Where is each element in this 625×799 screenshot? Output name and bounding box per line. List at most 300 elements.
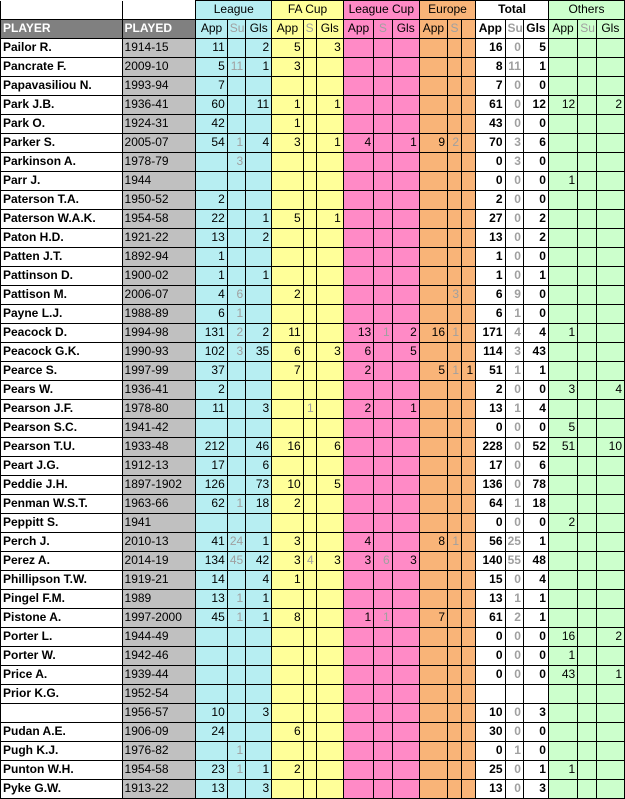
- others-app-cell: [548, 228, 577, 247]
- played-years: 1956-57: [122, 703, 196, 722]
- table-row: [1, 171, 625, 190]
- europe-app-cell: [419, 513, 447, 532]
- total-gls-cell: 4: [523, 399, 548, 418]
- fa-cup-gls-cell: 1: [316, 133, 343, 152]
- fa-cup-gls-cell: [316, 608, 343, 627]
- table-row: [1, 589, 625, 608]
- league-app-cell: 24: [196, 722, 227, 741]
- fa-s-header: S: [303, 19, 316, 38]
- others-gls-cell: [596, 722, 624, 741]
- total-sub-cell: 0: [505, 380, 523, 399]
- table-row: [1, 380, 625, 399]
- others-app-cell: [548, 304, 577, 323]
- total-gls-cell: 0: [523, 646, 548, 665]
- table-row: [1, 152, 625, 171]
- league-cup-sub-cell: [374, 456, 392, 475]
- league-app-cell: 42: [196, 114, 227, 133]
- league-gls-cell: 1: [246, 532, 272, 551]
- fa-cup-app-cell: [272, 741, 303, 760]
- played-years: 1954-58: [122, 209, 196, 228]
- played-years: 1954-58: [122, 760, 196, 779]
- table-row: [1, 342, 625, 361]
- total-gls-cell: 0: [523, 285, 548, 304]
- player-name: Pudan A.E.: [1, 722, 123, 741]
- blank-header: [1, 1, 123, 20]
- league-cup-sub-cell: [374, 646, 392, 665]
- eu-gls-header: [462, 19, 476, 38]
- others-gls-cell: [596, 152, 624, 171]
- league-cup-sub-cell: [374, 779, 392, 798]
- others-app-cell: [548, 152, 577, 171]
- league-app-cell: 102: [196, 342, 227, 361]
- league-cup-sub-cell: [374, 228, 392, 247]
- total-sub-cell: [505, 684, 523, 703]
- league-sub-cell: [227, 665, 245, 684]
- player-name: Parker S.: [1, 133, 123, 152]
- europe-sub-cell: [448, 608, 462, 627]
- league-sub-cell: [227, 437, 245, 456]
- total-app-cell: 64: [476, 494, 505, 513]
- others-sub-cell: [578, 95, 596, 114]
- fa-cup-sub-cell: [303, 133, 316, 152]
- player-name: Pancrate F.: [1, 57, 123, 76]
- league-gls-cell: [246, 627, 272, 646]
- league-cup-gls-cell: [392, 589, 419, 608]
- table-row: [1, 684, 625, 703]
- europe-sub-cell: [448, 703, 462, 722]
- league-cup-gls-cell: [392, 570, 419, 589]
- total-app-cell: 6: [476, 285, 505, 304]
- league-cup-app-cell: [343, 95, 373, 114]
- europe-gls-cell: [462, 570, 476, 589]
- fa-cup-gls-cell: 1: [316, 209, 343, 228]
- league-cup-app-cell: [343, 171, 373, 190]
- others-sub-cell: [578, 285, 596, 304]
- total-sub-cell: 0: [505, 570, 523, 589]
- league-sub-cell: [227, 114, 245, 133]
- others-app-cell: [548, 209, 577, 228]
- europe-app-cell: [419, 209, 447, 228]
- europe-sub-cell: [448, 304, 462, 323]
- europe-app-cell: [419, 741, 447, 760]
- league-cup-sub-cell: [374, 361, 392, 380]
- played-years: 1952-54: [122, 684, 196, 703]
- others-app-cell: [548, 532, 577, 551]
- league-cup-sub-cell: [374, 171, 392, 190]
- fa-cup-gls-cell: [316, 190, 343, 209]
- europe-sub-cell: [448, 38, 462, 57]
- total-app-cell: 17: [476, 456, 505, 475]
- europe-app-cell: [419, 779, 447, 798]
- league-cup-app-cell: [343, 57, 373, 76]
- total-sub-cell: 0: [505, 190, 523, 209]
- league-sub-cell: [227, 684, 245, 703]
- total-gls-cell: 4: [523, 323, 548, 342]
- europe-gls-cell: [462, 703, 476, 722]
- others-gls-cell: [596, 513, 624, 532]
- player-name: Peacock D.: [1, 323, 123, 342]
- league-app-cell: 22: [196, 209, 227, 228]
- fa-cup-sub-cell: [303, 684, 316, 703]
- league-cup-sub-cell: [374, 38, 392, 57]
- total-app-cell: 51: [476, 361, 505, 380]
- league-app-cell: 1: [196, 247, 227, 266]
- league-cup-sub-cell: [374, 209, 392, 228]
- league-cup-app-cell: [343, 38, 373, 57]
- europe-gls-cell: [462, 722, 476, 741]
- total-sub-cell: 55: [505, 551, 523, 570]
- europe-gls-cell: [462, 513, 476, 532]
- player-name: Paterson W.A.K.: [1, 209, 123, 228]
- fa-cup-app-cell: [272, 228, 303, 247]
- europe-sub-cell: [448, 475, 462, 494]
- others-gls-header: Gls: [596, 19, 624, 38]
- fa-cup-app-cell: [272, 646, 303, 665]
- league-app-cell: [196, 665, 227, 684]
- table-row: [1, 760, 625, 779]
- europe-app-cell: [419, 684, 447, 703]
- fa-cup-app-cell: [272, 779, 303, 798]
- europe-gls-cell: [462, 627, 476, 646]
- total-app-header: App: [476, 19, 505, 38]
- others-app-cell: [548, 551, 577, 570]
- league-sub-cell: [227, 95, 245, 114]
- league-sub-cell: 1: [227, 608, 245, 627]
- europe-gls-cell: [462, 76, 476, 95]
- others-sub-cell: [578, 532, 596, 551]
- league-cup-sub-cell: [374, 722, 392, 741]
- europe-sub-cell: 3: [448, 285, 462, 304]
- total-sub-cell: 0: [505, 228, 523, 247]
- europe-gls-cell: [462, 209, 476, 228]
- group-header-row: [1, 1, 625, 20]
- fa-cup-app-cell: [272, 418, 303, 437]
- total-sub-cell: 3: [505, 342, 523, 361]
- league-sub-cell: 6: [227, 285, 245, 304]
- total-sub-cell: 1: [505, 589, 523, 608]
- others-gls-cell: [596, 532, 624, 551]
- league-cup-app-cell: [343, 760, 373, 779]
- fa-cup-app-cell: 11: [272, 323, 303, 342]
- europe-app-cell: 16: [419, 323, 447, 342]
- league-cup-gls-cell: [392, 608, 419, 627]
- league-app-cell: 60: [196, 95, 227, 114]
- others-app-cell: [548, 494, 577, 513]
- league-cup-gls-cell: [392, 437, 419, 456]
- league-cup-gls-cell: [392, 760, 419, 779]
- player-name: [1, 703, 123, 722]
- total-sub-cell: 0: [505, 703, 523, 722]
- league-sub-cell: 1: [227, 304, 245, 323]
- fa-cup-gls-cell: [316, 399, 343, 418]
- league-app-cell: 134: [196, 551, 227, 570]
- league-app-cell: 13: [196, 589, 227, 608]
- table-row: [1, 779, 625, 798]
- total-app-cell: 10: [476, 703, 505, 722]
- europe-app-cell: 9: [419, 133, 447, 152]
- others-app-cell: 3: [548, 380, 577, 399]
- europe-app-cell: 5: [419, 361, 447, 380]
- league-app-cell: 41: [196, 532, 227, 551]
- others-sub-cell: [578, 665, 596, 684]
- others-app-cell: [548, 589, 577, 608]
- league-sub-cell: 1: [227, 760, 245, 779]
- total-app-cell: 140: [476, 551, 505, 570]
- league-gls-cell: [246, 247, 272, 266]
- league-sub-cell: [227, 228, 245, 247]
- europe-gls-cell: [462, 342, 476, 361]
- table-row: [1, 570, 625, 589]
- total-gls-cell: 0: [523, 627, 548, 646]
- others-app-cell: [548, 38, 577, 57]
- others-app-cell: 5: [548, 418, 577, 437]
- others-gls-cell: [596, 494, 624, 513]
- league-cup-sub-cell: [374, 741, 392, 760]
- fa-cup-gls-cell: [316, 380, 343, 399]
- league-cup-gls-cell: [392, 627, 419, 646]
- others-gls-cell: [596, 475, 624, 494]
- league-gls-cell: [246, 646, 272, 665]
- league-cup-gls-cell: [392, 304, 419, 323]
- league-cup-app-cell: 2: [343, 361, 373, 380]
- total-gls-cell: 1: [523, 57, 548, 76]
- fa-cup-gls-cell: 3: [316, 342, 343, 361]
- player-name: Porter W.: [1, 646, 123, 665]
- league-cup-gls-cell: [392, 247, 419, 266]
- fa-cup-app-cell: 3: [272, 57, 303, 76]
- league-cup-gls-cell: [392, 684, 419, 703]
- others-gls-cell: [596, 76, 624, 95]
- player-name: Pyke G.W.: [1, 779, 123, 798]
- league-gls-cell: 1: [246, 760, 272, 779]
- total-sub-cell: 0: [505, 646, 523, 665]
- league-cup-sub-cell: [374, 247, 392, 266]
- others-sub-cell: [578, 380, 596, 399]
- fa-cup-app-cell: 2: [272, 760, 303, 779]
- league-sub-cell: [227, 209, 245, 228]
- others-gls-cell: 1: [596, 665, 624, 684]
- league-sub-cell: [227, 399, 245, 418]
- table-row: [1, 646, 625, 665]
- league-sub-cell: [227, 627, 245, 646]
- table-row: [1, 323, 625, 342]
- total-app-cell: 1: [476, 266, 505, 285]
- fa-cup-gls-cell: [316, 76, 343, 95]
- total-sub-cell: 1: [505, 361, 523, 380]
- league-app-cell: [196, 513, 227, 532]
- fa-cup-sub-cell: [303, 475, 316, 494]
- europe-sub-cell: [448, 152, 462, 171]
- fa-cup-sub-cell: [303, 323, 316, 342]
- others-app-cell: [548, 741, 577, 760]
- group-europe: Europe: [419, 1, 475, 20]
- league-app-cell: 1: [196, 266, 227, 285]
- player-name: Pingel F.M.: [1, 589, 123, 608]
- total-sub-cell: 1: [505, 741, 523, 760]
- played-years: 1997-2000: [122, 608, 196, 627]
- league-app-cell: 6: [196, 304, 227, 323]
- league-app-cell: [196, 418, 227, 437]
- total-app-cell: 61: [476, 608, 505, 627]
- league-gls-header: Gls: [246, 19, 272, 38]
- total-gls-cell: 6: [523, 456, 548, 475]
- total-gls-cell: 2: [523, 209, 548, 228]
- league-app-cell: 23: [196, 760, 227, 779]
- table-row: [1, 399, 625, 418]
- league-sub-cell: 3: [227, 152, 245, 171]
- total-app-cell: 0: [476, 418, 505, 437]
- total-gls-cell: 1: [523, 760, 548, 779]
- league-cup-gls-cell: [392, 665, 419, 684]
- fa-cup-app-cell: [272, 152, 303, 171]
- league-cup-gls-cell: [392, 190, 419, 209]
- fa-cup-gls-cell: [316, 361, 343, 380]
- europe-gls-cell: [462, 475, 476, 494]
- europe-app-cell: [419, 703, 447, 722]
- europe-gls-cell: [462, 323, 476, 342]
- league-cup-app-cell: [343, 114, 373, 133]
- league-sub-cell: [227, 38, 245, 57]
- league-sub-cell: [227, 418, 245, 437]
- others-sub-cell: [578, 133, 596, 152]
- group-fa-cup: FA Cup: [272, 1, 344, 20]
- league-app-cell: 5: [196, 57, 227, 76]
- total-gls-cell: 4: [523, 570, 548, 589]
- europe-sub-cell: [448, 95, 462, 114]
- table-row: [1, 551, 625, 570]
- fa-cup-gls-cell: [316, 703, 343, 722]
- europe-sub-cell: [448, 456, 462, 475]
- europe-gls-cell: [462, 228, 476, 247]
- others-app-cell: [548, 266, 577, 285]
- total-gls-cell: 0: [523, 247, 548, 266]
- others-app-cell: [548, 399, 577, 418]
- others-gls-cell: [596, 608, 624, 627]
- league-cup-gls-cell: 5: [392, 342, 419, 361]
- others-sub-cell: [578, 456, 596, 475]
- total-app-cell: 13: [476, 228, 505, 247]
- played-years: 1897-1902: [122, 475, 196, 494]
- total-gls-cell: 0: [523, 76, 548, 95]
- table-body: [1, 38, 625, 798]
- fa-cup-sub-cell: [303, 361, 316, 380]
- lc-app-header: App: [343, 19, 373, 38]
- played-years: 1978-79: [122, 152, 196, 171]
- europe-gls-cell: [462, 399, 476, 418]
- others-app-cell: 16: [548, 627, 577, 646]
- total-gls-cell: 0: [523, 513, 548, 532]
- fa-cup-sub-cell: [303, 57, 316, 76]
- others-app-cell: [548, 722, 577, 741]
- others-sub-cell: [578, 570, 596, 589]
- fa-cup-app-cell: [272, 266, 303, 285]
- others-gls-cell: [596, 703, 624, 722]
- others-sub-cell: [578, 171, 596, 190]
- fa-cup-app-cell: 5: [272, 38, 303, 57]
- league-app-cell: 212: [196, 437, 227, 456]
- total-app-cell: 0: [476, 171, 505, 190]
- fa-cup-app-cell: 2: [272, 494, 303, 513]
- fa-cup-gls-cell: [316, 323, 343, 342]
- europe-sub-cell: [448, 494, 462, 513]
- total-sub-cell: 0: [505, 665, 523, 684]
- player-name: Pattinson D.: [1, 266, 123, 285]
- europe-gls-cell: [462, 779, 476, 798]
- others-sub-cell: [578, 247, 596, 266]
- table-row: [1, 456, 625, 475]
- fa-cup-app-cell: 6: [272, 342, 303, 361]
- league-cup-app-cell: [343, 304, 373, 323]
- europe-gls-cell: [462, 589, 476, 608]
- fa-cup-sub-cell: [303, 570, 316, 589]
- league-cup-sub-cell: [374, 285, 392, 304]
- others-sub-cell: [578, 266, 596, 285]
- league-sub-cell: [227, 475, 245, 494]
- europe-sub-cell: [448, 114, 462, 133]
- europe-gls-cell: [462, 304, 476, 323]
- league-sub-cell: 1: [227, 589, 245, 608]
- total-gls-cell: 0: [523, 114, 548, 133]
- fa-cup-sub-cell: [303, 76, 316, 95]
- played-years: 1921-22: [122, 228, 196, 247]
- fa-cup-gls-cell: [316, 684, 343, 703]
- league-cup-sub-cell: [374, 475, 392, 494]
- total-app-cell: 70: [476, 133, 505, 152]
- others-gls-cell: [596, 456, 624, 475]
- league-cup-app-cell: [343, 418, 373, 437]
- played-years: 1919-21: [122, 570, 196, 589]
- europe-gls-cell: [462, 38, 476, 57]
- others-gls-cell: [596, 589, 624, 608]
- fa-cup-sub-cell: [303, 418, 316, 437]
- league-app-cell: [196, 741, 227, 760]
- played-years: 1989: [122, 589, 196, 608]
- league-cup-sub-cell: [374, 190, 392, 209]
- player-name: Parkinson A.: [1, 152, 123, 171]
- total-app-cell: 171: [476, 323, 505, 342]
- league-cup-sub-cell: 1: [374, 323, 392, 342]
- europe-sub-cell: 1: [448, 361, 462, 380]
- europe-sub-cell: 1: [448, 323, 462, 342]
- league-gls-cell: 2: [246, 38, 272, 57]
- fa-cup-gls-cell: [316, 722, 343, 741]
- league-cup-app-cell: [343, 589, 373, 608]
- league-gls-cell: 35: [246, 342, 272, 361]
- league-cup-gls-cell: [392, 513, 419, 532]
- table-row: [1, 437, 625, 456]
- europe-gls-cell: [462, 247, 476, 266]
- fa-cup-gls-cell: [316, 741, 343, 760]
- league-sub-cell: 2: [227, 323, 245, 342]
- europe-app-cell: [419, 114, 447, 133]
- league-cup-sub-cell: 6: [374, 551, 392, 570]
- league-sub-cell: 3: [227, 342, 245, 361]
- fa-cup-app-cell: [272, 247, 303, 266]
- total-gls-cell: 0: [523, 171, 548, 190]
- player-name: Pears W.: [1, 380, 123, 399]
- league-cup-gls-cell: [392, 209, 419, 228]
- total-gls-cell: 0: [523, 152, 548, 171]
- total-gls-cell: 1: [523, 532, 548, 551]
- total-sub-cell: 0: [505, 76, 523, 95]
- league-gls-cell: [246, 741, 272, 760]
- total-gls-cell: 1: [523, 361, 548, 380]
- total-app-cell: 2: [476, 190, 505, 209]
- fa-cup-gls-cell: 3: [316, 38, 343, 57]
- others-gls-cell: 2: [596, 95, 624, 114]
- others-su-header: Su: [578, 19, 596, 38]
- league-cup-app-cell: [343, 703, 373, 722]
